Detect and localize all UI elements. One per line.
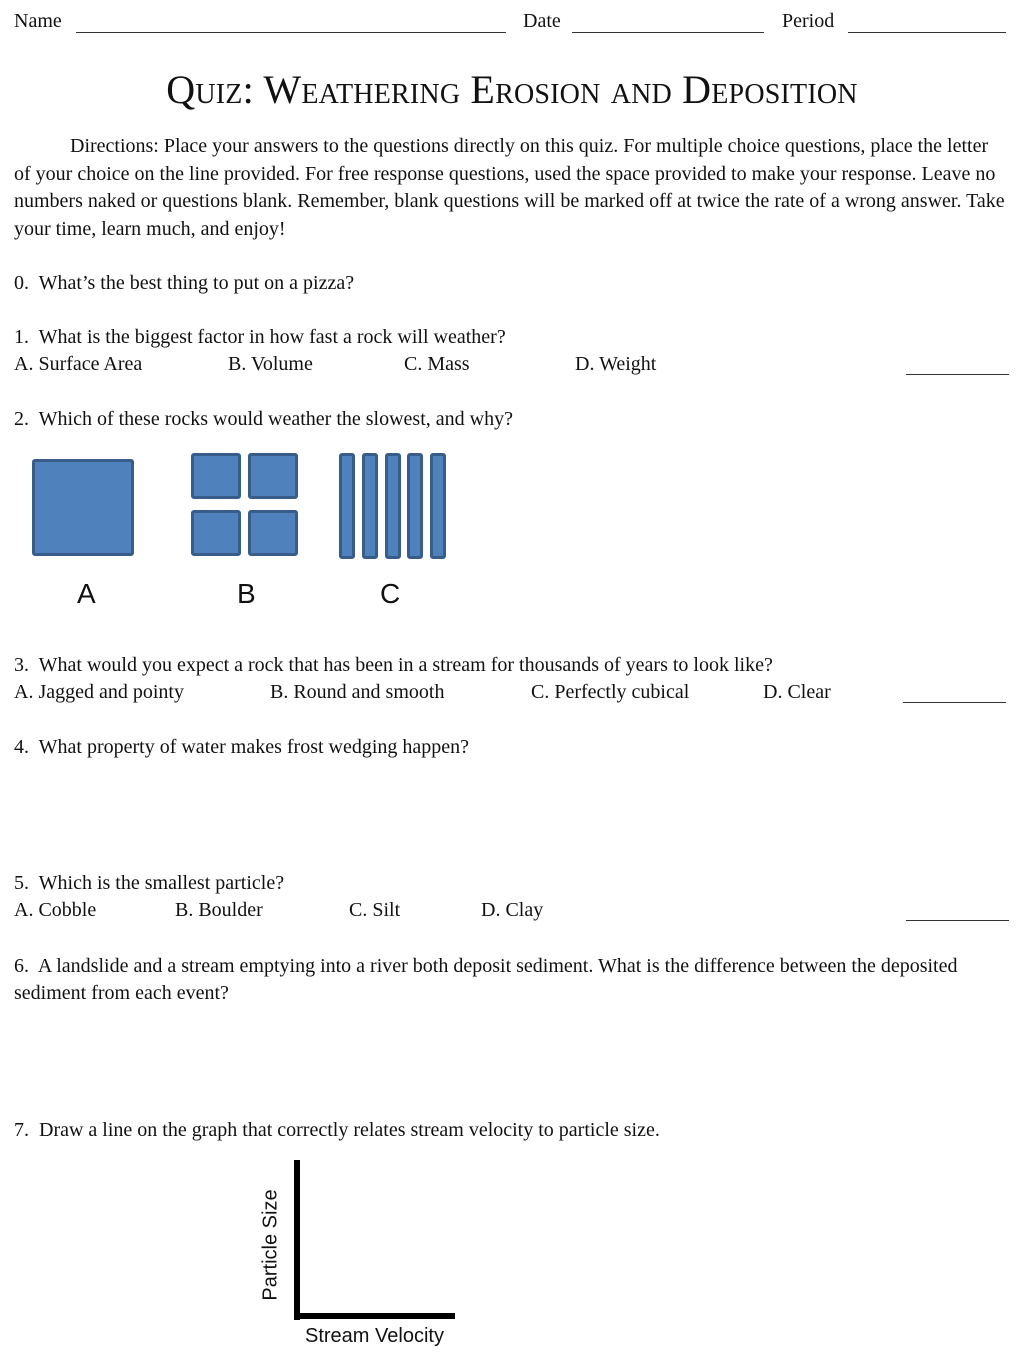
rock-label-c: C [380, 578, 401, 609]
question-number: 2. [14, 408, 29, 430]
name-field[interactable] [76, 32, 506, 33]
rock-label-a: A [77, 578, 96, 609]
question-4 [14, 734, 469, 761]
y-axis-label: Particle Size [259, 1189, 282, 1301]
question-text: Draw a line on the graph that correctly relates stream velocity to particle size. [39, 1119, 660, 1141]
x-axis-label: Stream Velocity [305, 1325, 444, 1347]
question-number: 5. [14, 872, 29, 894]
date-field[interactable] [572, 32, 764, 33]
rock-c-slab [430, 453, 446, 559]
choice-c: C. Mass [404, 353, 470, 375]
question-number: 4. [14, 736, 29, 758]
rock-c-slab [407, 453, 423, 559]
choice-d: D. Weight [575, 353, 657, 375]
question-3 [14, 652, 773, 679]
choice-a: A. Jagged and pointy [14, 681, 184, 703]
rock-c-slab [385, 453, 401, 559]
rock-b-piece [191, 510, 241, 556]
response-area-q4[interactable] [14, 765, 1009, 865]
question-number: 6. [14, 955, 29, 977]
response-area-q6[interactable] [14, 1012, 1009, 1112]
question-number: 0. [14, 272, 29, 294]
choice-d: D. Clay [481, 899, 544, 921]
rock-b-piece [191, 453, 241, 499]
answer-line-q1[interactable] [906, 374, 1009, 375]
question-5 [14, 870, 284, 897]
choice-b: B. Boulder [175, 899, 263, 921]
question-0 [14, 270, 354, 297]
question-6 [14, 953, 1009, 1007]
choice-b: B. Volume [228, 353, 313, 375]
choice-a: A. Cobble [14, 899, 97, 921]
rock-b-piece [248, 453, 298, 499]
choice-c: C. Silt [349, 899, 401, 921]
name-label: Name [14, 10, 62, 32]
question-number: 3. [14, 654, 29, 676]
period-label: Period [782, 10, 835, 32]
period-field[interactable] [848, 32, 1006, 33]
question-text: What property of water makes frost wedging happen? [38, 736, 470, 758]
question-2 [14, 406, 513, 433]
rock-label-b: B [237, 578, 256, 609]
directions-paragraph: Directions: Place your answers to the questions directly on this quiz. For multiple choice questions, place the letter of your choice on the line provided. For free response questions, used the space provided to make your response. Leave no numbers naked or questions blank. Remember, blank questions will be marked off at twice the rate of a wrong answer. Take your time, learn much, and enjoy! [14, 135, 1005, 240]
question-text: Which is the smallest particle? [38, 872, 285, 894]
y-axis [294, 1160, 300, 1320]
question-text: A landslide and a stream emptying into a river both deposit sediment. What is the difference between the deposited sediment from each event? [14, 955, 958, 1004]
question-number: 1. [14, 326, 29, 348]
answer-line-q5[interactable] [906, 920, 1009, 921]
choice-d: D. Clear [763, 681, 831, 703]
rock-b-piece [248, 510, 298, 556]
question-7 [14, 1117, 660, 1144]
x-axis [294, 1313, 455, 1319]
rock-a-single-block [32, 459, 134, 556]
date-label: Date [523, 10, 561, 32]
rock-c-slab [339, 453, 355, 559]
rock-c-slab [362, 453, 378, 559]
page-title: Quiz: Weathering Erosion and Deposition [166, 67, 858, 112]
question-text: What would you expect a rock that has been in a stream for thousands of years to look like? [38, 654, 773, 676]
choice-c: C. Perfectly cubical [531, 681, 690, 703]
choice-b: B. Round and smooth [270, 681, 445, 703]
choice-a: A. Surface Area [14, 353, 143, 375]
question-text: What’s the best thing to put on a pizza? [38, 272, 355, 294]
question-text: What is the biggest factor in how fast a rock will weather? [38, 326, 506, 348]
answer-line-q3[interactable] [903, 702, 1006, 703]
question-1 [14, 324, 506, 351]
question-number: 7. [14, 1119, 29, 1141]
question-text: Which of these rocks would weather the slowest, and why? [38, 408, 513, 430]
